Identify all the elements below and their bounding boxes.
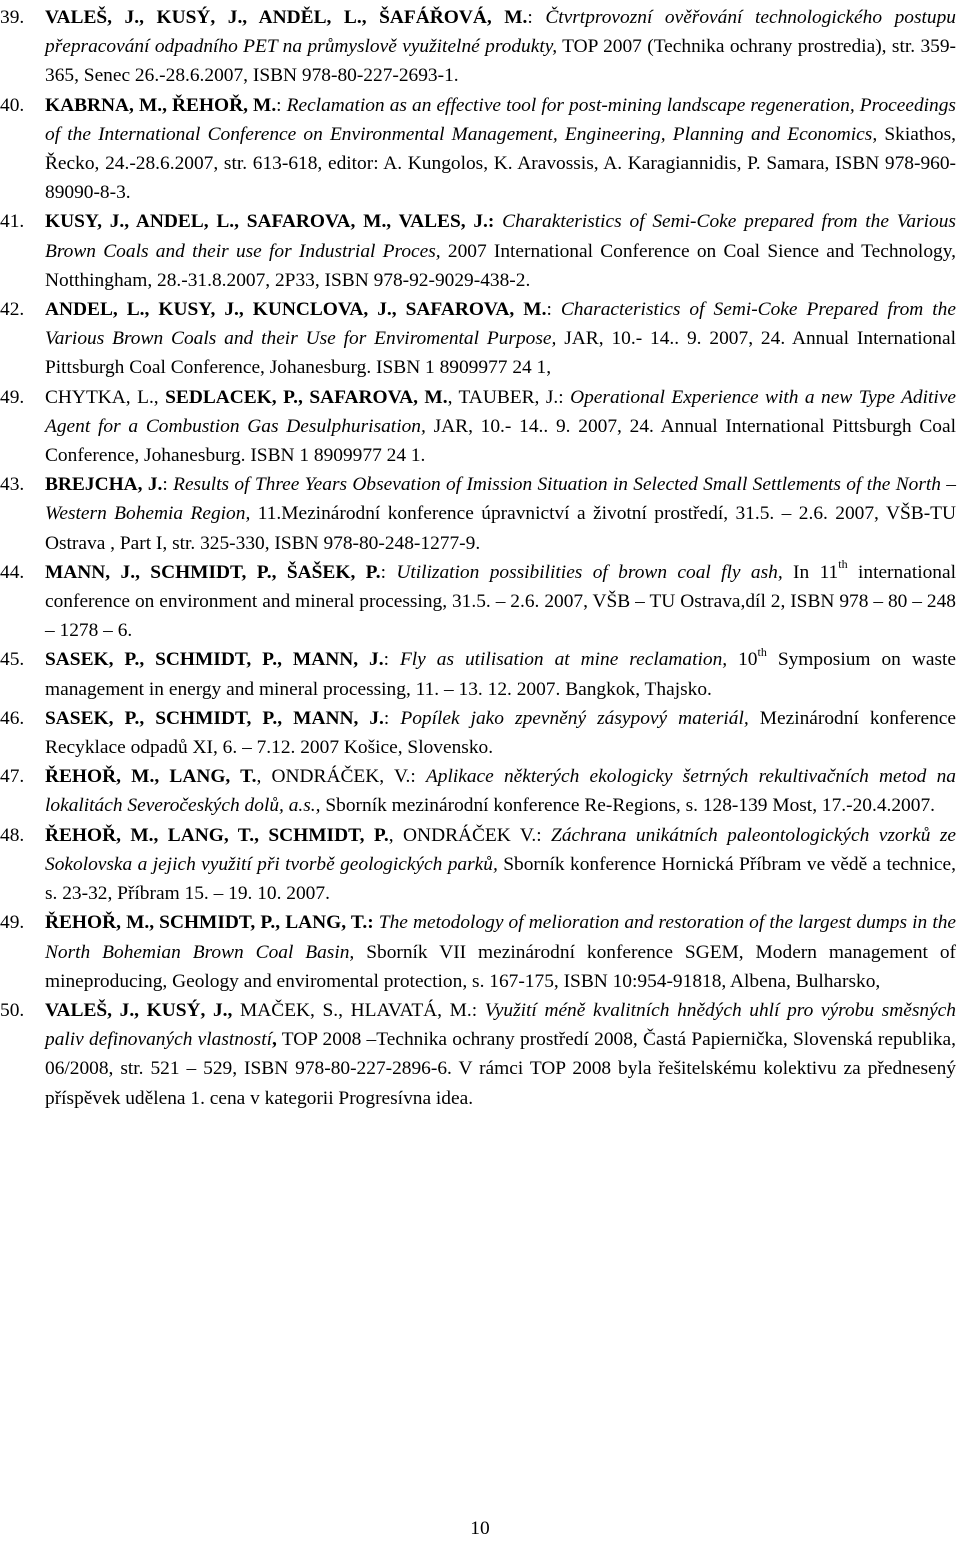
reference-number: 40. — [0, 94, 25, 116]
reference-authors: SEDLACEK, P., SAFAROVA, M. — [165, 386, 448, 408]
reference-item — [0, 3, 956, 91]
reference-item — [0, 295, 956, 383]
reference-authors: VALEŠ, J., KUSÝ, J., ANDĚL, L., ŠAFÁŘOVÁ, M. — [45, 7, 528, 28]
reference-text: : — [383, 707, 401, 729]
reference-item — [0, 558, 956, 646]
reference-title: Reclamation as an effective tool for post-mining landscape regeneration, Proceedings of the International Conference on Environmental Management, Engineering, Planning and Economics, — [45, 94, 956, 145]
reference-text: , ONDRÁČEK, V.: — [256, 766, 426, 788]
reference-authors: ŘEHOŘ, M., SCHMIDT, P., LANG, T.: — [45, 912, 374, 934]
reference-text: : — [162, 474, 174, 496]
reference-text — [494, 211, 502, 232]
reference-title: Characteristics of Semi-Coke Prepared from the Various Brown Coals and their Use for Enviromental Purpose, — [45, 299, 956, 350]
ordinal-superscript: th — [838, 557, 848, 572]
reference-text: : — [380, 561, 397, 583]
reference-item — [0, 821, 956, 909]
reference-item — [0, 762, 956, 820]
reference-authors: ANDEL, L., KUSY, J., KUNCLOVA, J., SAFAROVA, M. — [45, 299, 547, 321]
ordinal-superscript: th — [757, 645, 767, 659]
reference-item — [0, 908, 956, 996]
reference-text: TOP 2007 (Technika ochrany prostredia), str. 359-365, Senec 26.-28.6.2007, ISBN 978-80-227-2693-1. — [45, 36, 956, 87]
reference-number: 43. — [0, 474, 25, 496]
reference-title: Záchrana unikátních paleontologických vzorků ze Sokolovska a jejich využití při tvorbě geologických parků, — [45, 824, 956, 875]
reference-item — [0, 470, 956, 558]
reference-text: international conference on environment and mineral processing, 31.5. – 2.6. 2007, VŠB – TU Ostrava,díl 2, ISBN 978 – 80 – 248 – 1278 – 6. — [45, 561, 956, 642]
reference-text: JAR, 10.- 14.. 9. 2007, 24. Annual International Pittsburgh Coal Conference, Johanesburg. ISBN 1 8909977 24 1, — [45, 328, 956, 379]
reference-number: 48. — [0, 824, 25, 846]
reference-text: 11.Mezinárodní konference úpravnictví a životní prostředí, 31.5. – 2.6. 2007, VŠB-TU Ostrava , Part I, str. 325-330, ISBN 978-80-248-1277-9. — [45, 503, 957, 554]
reference-number: 45. — [0, 649, 25, 671]
reference-title: Charakteristics of Semi-Coke prepared from the Various Brown Coals and their use for Industrial Proces, — [45, 211, 956, 262]
reference-item — [0, 645, 956, 703]
page-number: 10 — [470, 1518, 490, 1539]
reference-number: 49. — [0, 912, 25, 934]
reference-text: , TAUBER, J.: — [447, 386, 571, 408]
reference-item — [0, 383, 956, 471]
reference-text: : — [383, 649, 400, 671]
reference-title: Čtvrtprovozní ověřování technologického postupu přepracování odpadního PET na průmyslově využitelné produkty, — [45, 7, 956, 58]
reference-text: MAČEK, S., HLAVATÁ, M.: — [232, 999, 485, 1021]
reference-text: Mezinárodní konference Recyklace odpadů XI, 6. – 7.12. 2007 Košice, Slovensko. — [45, 707, 956, 759]
reference-text: : — [527, 7, 546, 28]
reference-title: Aplikace některých ekologicky šetrných rekultivačních metod na lokalitách Severočeských dolů, a.s., — [45, 766, 956, 817]
reference-item — [0, 996, 956, 1113]
reference-authors: VALEŠ, J., KUSÝ, J., — [45, 999, 233, 1021]
reference-number: 47. — [0, 766, 25, 788]
reference-item — [0, 207, 956, 295]
reference-number: 42. — [0, 299, 25, 321]
reference-title: Operational Experience with a new Type Aditive Agent for a Combustion Gas Desulphurisation, — [45, 386, 957, 437]
reference-text: TOP 2008 –Technika ochrany prostředí 2008, Častá Papiernička, Slovenská republika, 06/2008, str. 521 – 529, ISBN 978-80-227-2896-6. V rámci TOP 2008 byla řešitelskému kolektivu za přednesený příspěvek udělena 1. cena v kategorii Progresívna idea. — [45, 1029, 956, 1109]
reference-authors: KUSY, J., ANDEL, L., SAFAROVA, M., VALES, J.: — [45, 211, 495, 233]
reference-text: 10 — [727, 649, 758, 671]
reference-text: CHYTKA, L., — [45, 386, 166, 408]
reference-text: : — [546, 299, 561, 321]
reference-authors: , — [271, 1029, 277, 1051]
reference-item — [0, 91, 956, 208]
reference-title: Results of Three Years Obsevation of Imission Situation in Selected Small Settlements of the North – Western Bohemia Region, — [45, 474, 956, 525]
reference-authors: KABRNA, M., ŘEHOŘ, M. — [45, 94, 277, 116]
reference-number: 49. — [0, 386, 25, 408]
reference-authors: BREJCHA, J. — [45, 474, 163, 496]
reference-authors: ŘEHOŘ, M., LANG, T., SCHMIDT, P. — [45, 824, 389, 846]
reference-number: 39. — [0, 7, 25, 28]
reference-authors: SASEK, P., SCHMIDT, P., MANN, J. — [45, 649, 384, 671]
reference-title: Fly as utilisation at mine reclamation, — [399, 649, 728, 671]
reference-text: : — [276, 94, 287, 116]
reference-text: Symposium on waste management in energy and mineral processing, 11. – 13. 12. 2007. Bangkok, Thajsko. — [45, 649, 956, 700]
reference-text: Sborník mezinárodní konference Re-Regions, s. 128-139 Most, 17.-20.4.2007. — [320, 795, 935, 817]
reference-text: Sborník konference Hornická Příbram ve vědě a technice, s. 23-32, Příbram 15. – 19. 10. 2007. — [45, 853, 956, 905]
reference-text: Sborník VII mezinárodní konference SGEM, Modern management of mineproducing, Geology and enviromental protection, s. 167-175, ISBN 10:954-91818, Albena, Bulharsko, — [45, 941, 957, 992]
reference-list — [0, 3, 956, 1113]
reference-authors: MANN, J., SCHMIDT, P., ŠAŠEK, P. — [45, 561, 381, 583]
reference-item — [0, 704, 956, 762]
reference-text: 2007 International Conference on Coal Sience and Technology, Notthingham, 28.-31.8.2007, 2P33, ISBN 978-92-9029-438-2. — [45, 240, 956, 291]
reference-number: 41. — [0, 211, 25, 233]
reference-number: 50. — [0, 999, 25, 1021]
reference-text: , ONDRÁČEK V.: — [388, 824, 552, 846]
reference-authors: ŘEHOŘ, M., LANG, T. — [45, 766, 257, 788]
reference-title: Utilization possibilities of brown coal fly ash, — [396, 561, 783, 583]
reference-text: Skiathos, Řecko, 24.-28.6.2007, str. 613-618, editor: A. Kungolos, K. Aravossis, A. Karagiannidis, P. Samara, ISBN 978-960-89090-8-3. — [45, 123, 956, 204]
reference-number: 44. — [0, 561, 25, 583]
reference-text: In 11 — [782, 561, 839, 583]
reference-authors: SASEK, P., SCHMIDT, P., MANN, J. — [45, 707, 384, 729]
reference-title: Využití méně kvalitních hnědých uhlí pro výrobu směsných paliv definovaných vlastností — [45, 999, 956, 1051]
reference-title: Popílek jako zpevněný zásypový materiál, — [400, 707, 749, 729]
reference-number: 46. — [0, 707, 25, 729]
reference-title: The metodology of melioration and restoration of the largest dumps in the North Bohemian Brown Coal Basin, — [45, 912, 957, 963]
reference-text: JAR, 10.- 14.. 9. 2007, 24. Annual International Pittsburgh Coal Conference, Johanesburg. ISBN 1 8909977 24 1. — [45, 415, 956, 467]
